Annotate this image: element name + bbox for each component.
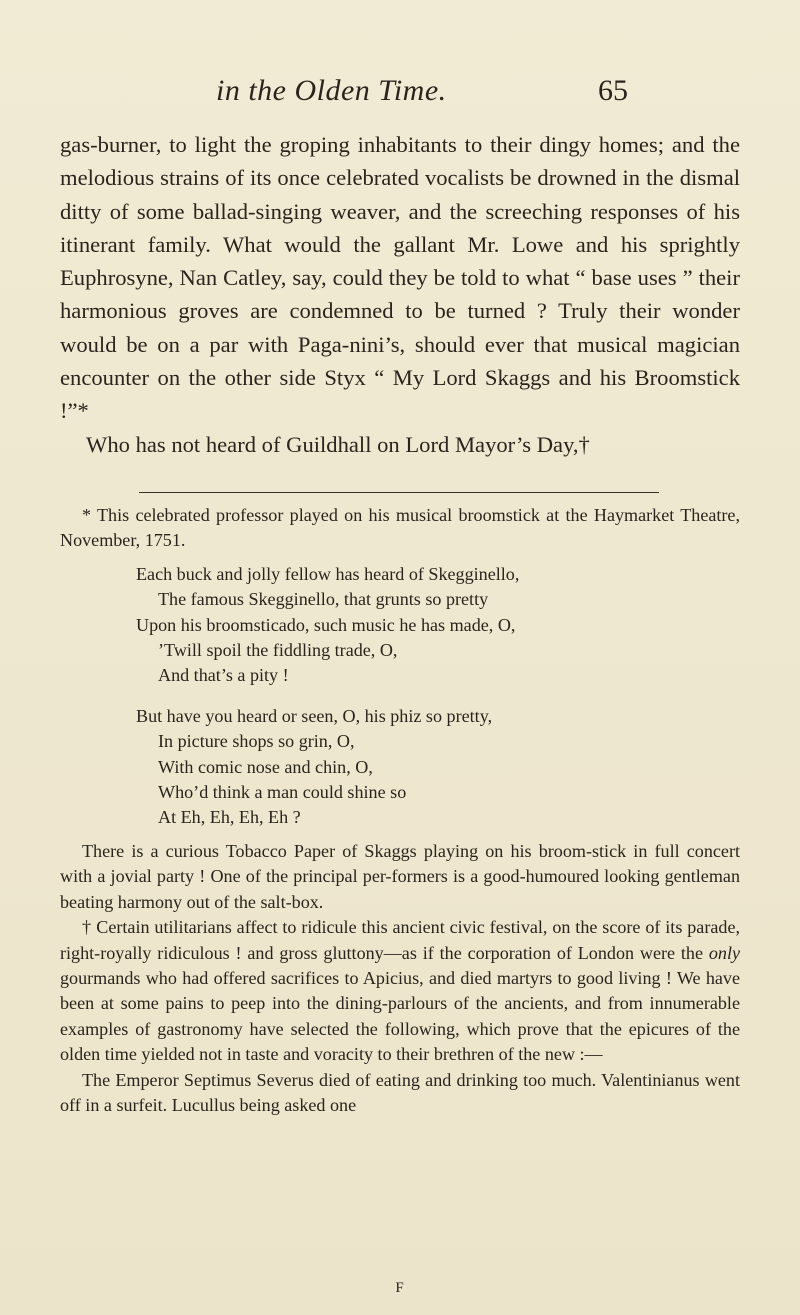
verse-line: In picture shops so grin, O, — [158, 731, 355, 752]
page-number: 65 — [598, 74, 628, 107]
verse-line: At Eh, Eh, Eh, Eh ? — [158, 807, 301, 828]
verse-line: With comic nose and chin, O, — [158, 756, 373, 777]
verse-line: ’Twill spoil the fiddling trade, O, — [158, 640, 398, 661]
footnote-1-outro: There is a curious Tobacco Paper of Skaggs playing on his broom-stick in full concert with a jovial party ! One of the principal per-formers is a good-humoured looking gentleman beating harmony out of the salt-box. — [60, 840, 740, 912]
verse-line: Each buck and jolly fellow has heard of Skegginello, — [136, 563, 520, 584]
verse-line: The famous Skegginello, that grunts so pretty — [158, 589, 489, 610]
running-head — [200, 74, 628, 114]
footnotes — [60, 503, 740, 1118]
body-paragraph-2: Who has not heard of Guildhall on Lord Mayor’s Day,† — [86, 431, 590, 457]
footnote-1-intro: * This celebrated professor played on his musical broomstick at the Haymarket Theatre, November, 1751. — [60, 505, 740, 551]
verse-line: Upon his broomsticado, such music he has made, O, — [136, 614, 516, 635]
footnote-2-text-a: † Certain utilitarians affect to ridicule this ancient civic festival, on the score of its parade, right-royally ridiculous ! and gross gluttony—as if the corporation of London were the — [60, 917, 740, 963]
verse-stanza-2 — [60, 704, 740, 831]
verse-line: But have you heard or seen, O, his phiz so pretty, — [136, 705, 493, 726]
verse-gap — [60, 689, 740, 696]
verse-line: Who’d think a man could shine so — [158, 782, 407, 803]
running-title: in the Olden Time. — [216, 74, 447, 107]
footnote-2-emphasis: only — [708, 942, 740, 963]
body-paragraph-1: gas-burner, to light the groping inhabitants to their dingy homes; and the melodious strains of its once celebrated vocalists be drowned in the dismal ditty of some ballad-singing weaver, and the screeching responses of his itinerant family. What would the gallant Mr. Lowe and his sprightly Euphrosyne, Nan Catley, say, could they be told to what “ base uses ” their harmonious groves are condemned to be turned ? Truly their wonder would be on a par with Paga-nini’s, should ever that musical magician encounter on the other side Styx “ My Lord Skaggs and his Broomstick !”* — [60, 132, 740, 424]
footnote-2-continuation: The Emperor Septimus Severus died of eating and drinking too much. Valentinianus went off in a surfeit. Lucullus being asked one — [60, 1069, 740, 1115]
signature-mark: F — [395, 1280, 405, 1296]
footnote-2 — [60, 915, 740, 1067]
main-text — [60, 128, 740, 461]
verse-line: And that’s a pity ! — [158, 665, 289, 686]
footnote-2-text-b: gourmands who had offered sacrifices to Apicius, and died martyrs to good living ! We have been at some pains to peep into the dining-parlours of the ancients, and from innumerable examples of gastronomy have selected the following, which prove that the epicures of the olden time yielded not in taste and voracity to their brethren of the new :— — [60, 967, 740, 1065]
footnote-rule — [139, 492, 659, 493]
verse-stanza-1 — [60, 562, 740, 689]
